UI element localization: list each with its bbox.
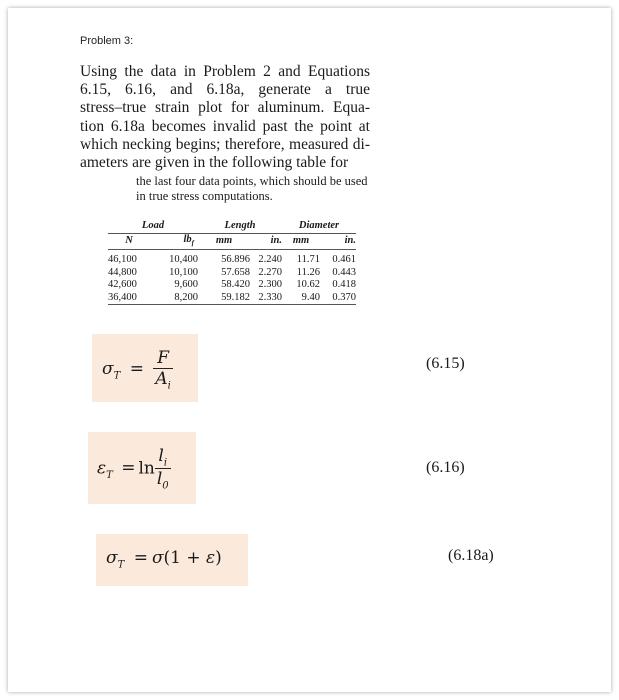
table-cell: 0.418 [332,279,356,291]
table-cell: 10,400 [169,254,198,266]
paragraph-line: ameters are given in the following table for [80,154,349,172]
table-cell: 9,600 [174,279,198,291]
paragraph-line: Using the data in Problem 2 and Equations [80,63,370,80]
table-cell: 10,100 [169,266,198,278]
table-row [108,267,356,280]
equation-number: (6.16) [426,459,465,476]
table-cell: 0.461 [332,254,356,266]
table-intro [136,174,396,204]
table-cell: 10.62 [296,279,320,291]
table-cell: 2.240 [258,254,282,266]
table-cell: 42,600 [108,279,137,291]
paragraph-line: which necking begins; therefore, measured di- [80,135,370,153]
table-cell: 0.370 [320,292,356,305]
unit-header: in. [250,233,282,250]
equation-6-15-box [92,334,198,402]
header-load: Load [108,220,198,233]
header-length: Length [198,220,282,233]
table-cell: 46,100 [108,254,137,266]
intro-line: the last four data points, which should be used [136,174,368,188]
table-cell: 59.182 [198,292,250,305]
unit-header: $lb_f$ [150,233,198,250]
table-cell: 2.330 [250,292,282,305]
problem-paragraph [80,63,370,172]
unit-header: mm [198,233,250,250]
table-row [108,292,356,305]
paragraph-line: stress–true strain plot for aluminum. Equa- [80,99,370,117]
intro-line: in true stress computations. [136,189,273,203]
equation-6-18a: $\sigma_T = \sigma(1 + \varepsilon)$ [106,548,222,571]
table-cell: 2.270 [258,266,282,278]
equation-6-18a-box [96,534,248,586]
unit-header: mm [282,233,320,250]
table-cell: 36,400 [108,292,150,305]
table-cell: 58.420 [221,279,250,291]
unit-header: in. [320,233,356,250]
table-cell: 0.443 [332,266,356,278]
equation-6-16-box [88,432,196,504]
table-row [108,254,356,267]
paragraph-line: 6.15, 6.16, and 6.18a, generate a true [80,81,370,99]
header-diameter: Diameter [282,220,356,233]
unit-header: N [108,233,150,250]
equation-6-16: $\varepsilon_T = \ln$ $\frac{l_i}{l_0}$ [97,446,169,492]
equation-number: (6.15) [426,355,465,372]
table-cell: 11.71 [296,254,320,266]
table-cell: 9.40 [282,292,320,305]
document-page [8,8,611,692]
table-cell: 44,800 [108,266,137,278]
table-cell: 56.896 [221,254,250,266]
data-table [108,220,356,305]
table-cell: 8,200 [150,292,198,305]
table-row [108,279,356,292]
equation-6-15: $\sigma_T$ = $\frac{F}{A_i}$ [102,348,171,392]
problem-label: Problem 3: [80,35,134,47]
table-cell: 57.658 [221,266,250,278]
equation-number: (6.18a) [448,547,494,564]
table-cell: 11.26 [296,266,320,278]
table-cell: 2.300 [258,279,282,291]
paragraph-line: tion 6.18a becomes invalid past the point at [80,117,370,135]
